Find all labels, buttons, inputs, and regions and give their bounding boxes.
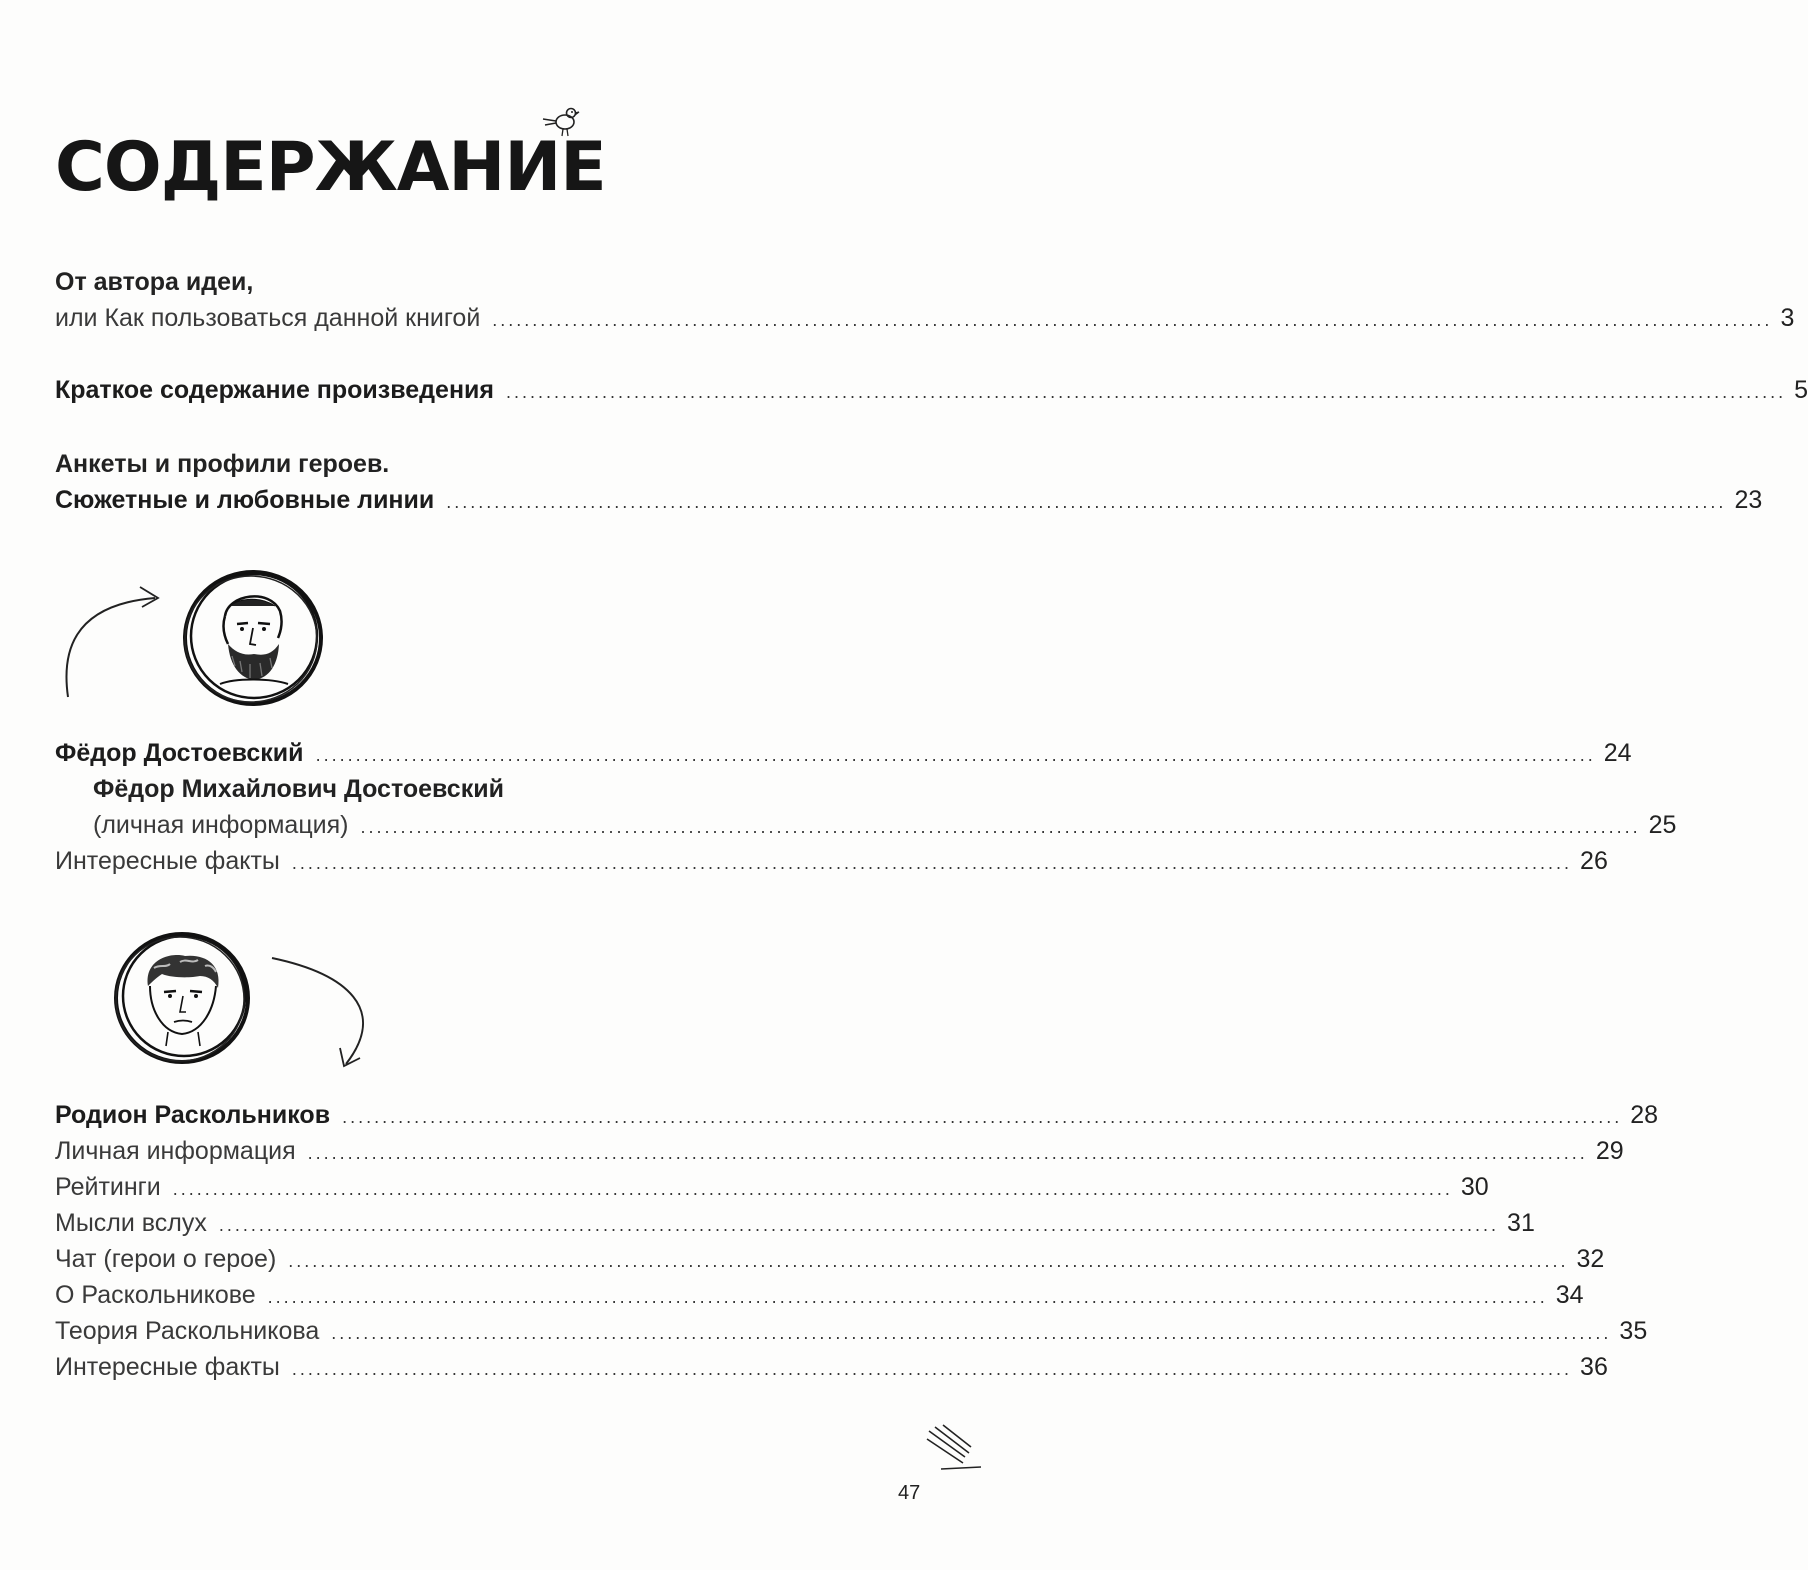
raskolnikov-portrait-icon xyxy=(110,928,256,1068)
toc-page-number: 25 xyxy=(1648,811,1677,839)
page-title: СОДЕРЖАНИЕ xyxy=(55,128,606,207)
toc-entry[interactable] xyxy=(55,1277,1584,1315)
toc-entry[interactable] xyxy=(55,1169,1489,1207)
toc-entry-intro[interactable] xyxy=(55,300,1795,338)
leader-dots: ................................................................................................................................................................ xyxy=(315,745,1596,765)
leader-dots: ................................................................................................................................................................ xyxy=(342,1107,1623,1127)
leader-dots: ................................................................................................................................................................ xyxy=(307,1143,1588,1163)
leader-dots: ................................................................................................................................................................ xyxy=(360,817,1641,837)
toc-subheading-dostoevsky: Фёдор Михайлович Достоевский xyxy=(93,775,504,803)
leader-dots: ................................................................................................................................................................ xyxy=(288,1251,1569,1271)
toc-entry-raskolnikov[interactable] xyxy=(55,1097,1659,1135)
toc-entry[interactable] xyxy=(55,1205,1535,1243)
toc-entry-label: (личная информация) xyxy=(93,811,349,839)
toc-intro-heading: От автора идеи, xyxy=(55,268,254,296)
toc-entry-label: Фёдор Достоевский xyxy=(55,739,304,767)
toc-page-number: 23 xyxy=(1734,486,1763,514)
toc-entry-label: Чат (герои о герое) xyxy=(55,1245,277,1273)
toc-entry-label: или Как пользоваться данной книгой xyxy=(55,304,481,332)
toc-entry[interactable] xyxy=(55,1349,1608,1387)
toc-entry[interactable] xyxy=(55,1241,1605,1279)
toc-entry-label: Интересные факты xyxy=(55,1353,280,1381)
toc-entry-summary[interactable] xyxy=(55,372,1808,410)
toc-entry-label: Теория Раскольникова xyxy=(55,1317,320,1345)
leader-dots: ................................................................................................................................................................ xyxy=(331,1323,1612,1343)
toc-page-number: 29 xyxy=(1595,1137,1624,1165)
toc-page-number: 35 xyxy=(1619,1317,1648,1345)
page-number: 47 xyxy=(898,1482,921,1504)
toc-entry-dostoevsky-facts[interactable] xyxy=(55,843,1608,881)
toc-profiles-heading: Анкеты и профили героев. xyxy=(55,450,390,478)
bird-doodle-icon xyxy=(535,104,585,144)
leader-dots: ................................................................................................................................................................ xyxy=(492,310,1773,330)
leader-dots: ................................................................................................................................................................ xyxy=(291,853,1573,873)
leader-dots: ................................................................................................................................................................ xyxy=(172,1179,1453,1199)
toc-entry[interactable] xyxy=(55,1133,1624,1171)
toc-page-number: 36 xyxy=(1580,1353,1608,1381)
leader-dots: ................................................................................................................................................................ xyxy=(506,382,1787,402)
leader-dots: ................................................................................................................................................................ xyxy=(218,1215,1500,1235)
toc-entry-label: Краткое содержание произведения xyxy=(55,376,495,404)
toc-entry-dostoevsky[interactable] xyxy=(55,735,1632,773)
toc-entry-label: О Раскольникове xyxy=(55,1281,256,1309)
toc-page-number: 5 xyxy=(1794,376,1808,404)
dostoevsky-portrait-icon xyxy=(180,566,326,708)
curved-arrow-icon xyxy=(268,950,383,1070)
sparkle-doodle-icon xyxy=(925,1425,985,1475)
toc-page-number: 30 xyxy=(1460,1173,1489,1201)
toc-entry-label: Личная информация xyxy=(55,1137,296,1165)
toc-entry[interactable] xyxy=(55,1313,1648,1351)
toc-entry-dostoevsky-info[interactable] xyxy=(93,807,1677,845)
toc-page-number: 32 xyxy=(1576,1245,1605,1273)
leader-dots: ................................................................................................................................................................ xyxy=(291,1359,1573,1379)
leader-dots: ................................................................................................................................................................ xyxy=(267,1287,1548,1307)
toc-entry-label: Интересные факты xyxy=(55,847,280,875)
toc-page-number: 34 xyxy=(1555,1281,1584,1309)
curved-arrow-icon xyxy=(60,575,170,705)
toc-entry-profiles[interactable] xyxy=(55,482,1763,520)
toc-entry-label: Мысли вслух xyxy=(55,1209,207,1237)
toc-entry-label: Родион Раскольников xyxy=(55,1101,331,1129)
toc-entry-label: Рейтинги xyxy=(55,1173,161,1201)
toc-page-number: 28 xyxy=(1630,1101,1659,1129)
toc-page-number: 26 xyxy=(1580,847,1608,875)
toc-page-number: 3 xyxy=(1780,304,1795,332)
leader-dots: ................................................................................................................................................................ xyxy=(446,492,1727,512)
toc-page-number: 24 xyxy=(1603,739,1632,767)
toc-page-number: 31 xyxy=(1507,1209,1535,1237)
toc-entry-label: Сюжетные и любовные линии xyxy=(55,486,435,514)
